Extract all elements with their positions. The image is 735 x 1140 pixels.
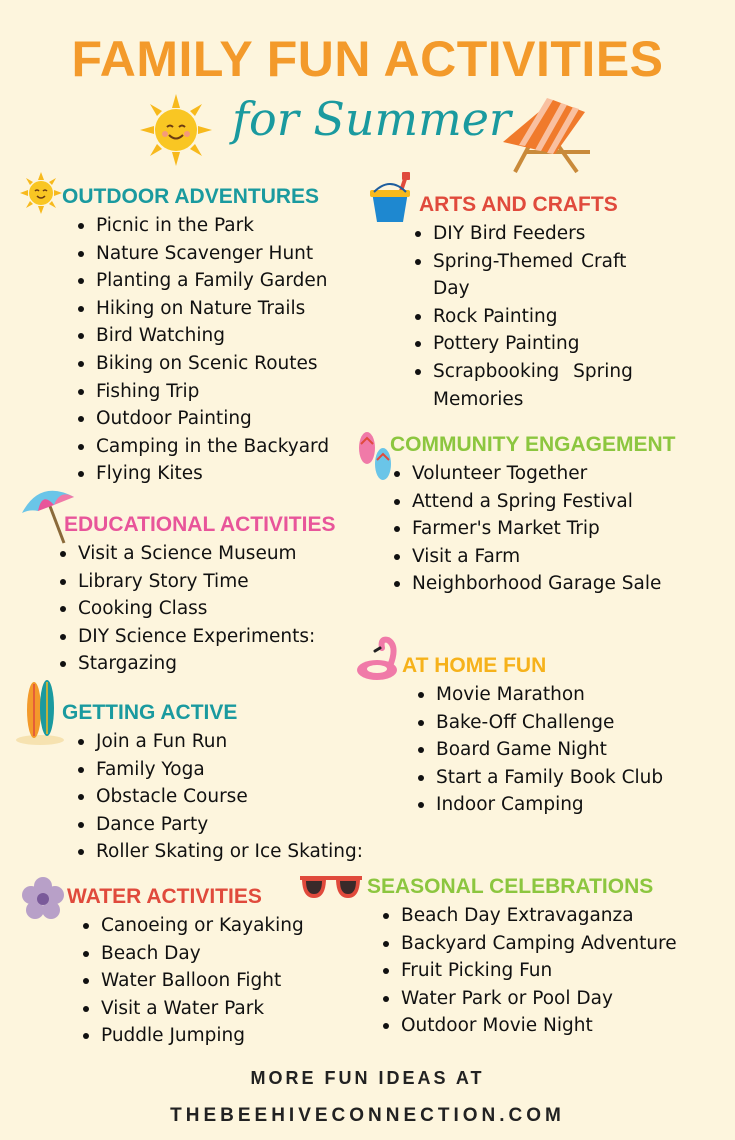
sand-bucket-icon (368, 172, 414, 224)
smiling-sun-icon (140, 94, 212, 166)
list-item: Biking on Scenic Routes (76, 350, 329, 378)
list-item: Family Yoga (76, 756, 363, 784)
section-heading: EDUCATIONAL ACTIVITIES (64, 513, 336, 536)
list-item: Outdoor Movie Night (381, 1012, 677, 1040)
list-item: Visit a Science Museum (58, 540, 335, 568)
list-item: Fishing Trip (76, 378, 329, 406)
list-item: Fruit Picking Fun (381, 957, 677, 985)
list-item: Obstacle Course (76, 783, 363, 811)
list-item: Neighborhood Garage Sale (392, 570, 675, 598)
list-item: Scrapbooking Spring Memories (413, 358, 658, 413)
list-item: Spring-Themed Craft Day (413, 248, 658, 303)
section-heading: OUTDOOR ADVENTURES (62, 185, 320, 208)
list-item: Volunteer Together (392, 460, 675, 488)
list-item: Nature Scavenger Hunt (76, 240, 329, 268)
list-item: Visit a Farm (392, 543, 675, 571)
list-item: Water Park or Pool Day (381, 985, 677, 1013)
list-item: Flying Kites (76, 460, 329, 488)
section-heading: WATER ACTIVITIES (67, 885, 262, 908)
section-community-engagement (390, 432, 675, 598)
list-item: Start a Family Book Club (416, 764, 663, 792)
flamingo-float-icon (354, 636, 400, 682)
list-item: Bird Watching (76, 322, 329, 350)
section-getting-active (62, 700, 363, 866)
list-item: Board Game Night (416, 736, 663, 764)
list-item: Join a Fun Run (76, 728, 363, 756)
list-item: Dance Party (76, 811, 363, 839)
list-item: Canoeing or Kayaking (81, 912, 304, 940)
list-item: Rock Painting (413, 303, 658, 331)
section-arts-and-crafts (419, 192, 658, 413)
list-item: Picnic in the Park (76, 212, 329, 240)
section-heading: COMMUNITY ENGAGEMENT (390, 433, 676, 456)
list-item: Outdoor Painting (76, 405, 329, 433)
section-seasonal-celebrations (367, 874, 677, 1040)
list-item: Beach Day Extravaganza (381, 902, 677, 930)
list-item: Backyard Camping Adventure (381, 930, 677, 958)
list-item: DIY Bird Feeders (413, 220, 658, 248)
section-water-activities (67, 884, 304, 1050)
sun-icon (20, 172, 62, 214)
list-item: Pottery Painting (413, 330, 658, 358)
section-heading: AT HOME FUN (402, 654, 547, 677)
page-subtitle: for Summer (232, 92, 511, 146)
footer-tagline: MORE FUN IDEAS AT (250, 1068, 485, 1088)
beach-chair-icon (495, 92, 595, 177)
section-heading: ARTS AND CRAFTS (419, 193, 618, 216)
section-educational-activities (64, 512, 335, 678)
list-item: Library Story Time (58, 568, 335, 596)
list-item: Indoor Camping (416, 791, 663, 819)
sunglasses-icon (298, 872, 364, 904)
list-item: Bake-Off Challenge (416, 709, 663, 737)
footer-website: THEBEEHIVECONNECTION.COM (170, 1105, 565, 1126)
list-item: Farmer's Market Trip (392, 515, 675, 543)
page-title: FAMILY FUN ACTIVITIES (71, 31, 664, 87)
list-item: Visit a Water Park (81, 995, 304, 1023)
list-item: Planting a Family Garden (76, 267, 329, 295)
section-heading: GETTING ACTIVE (62, 701, 238, 724)
list-item: Water Balloon Fight (81, 967, 304, 995)
flower-icon (20, 876, 66, 922)
section-heading: SEASONAL CELEBRATIONS (367, 875, 654, 898)
list-item: Cooking Class (58, 595, 335, 623)
list-item: Camping in the Backyard (76, 433, 329, 461)
section-at-home-fun (402, 653, 663, 819)
section-outdoor-adventures (62, 184, 329, 488)
list-item: Beach Day (81, 940, 304, 968)
list-item: DIY Science Experiments: (58, 623, 335, 651)
list-item: Hiking on Nature Trails (76, 295, 329, 323)
list-item: Roller Skating or Ice Skating: (76, 838, 363, 866)
list-item: Movie Marathon (416, 681, 663, 709)
list-item: Puddle Jumping (81, 1022, 304, 1050)
surfboards-icon (14, 676, 66, 746)
flip-flops-icon (356, 430, 394, 482)
list-item: Stargazing (58, 650, 335, 678)
list-item: Attend a Spring Festival (392, 488, 675, 516)
